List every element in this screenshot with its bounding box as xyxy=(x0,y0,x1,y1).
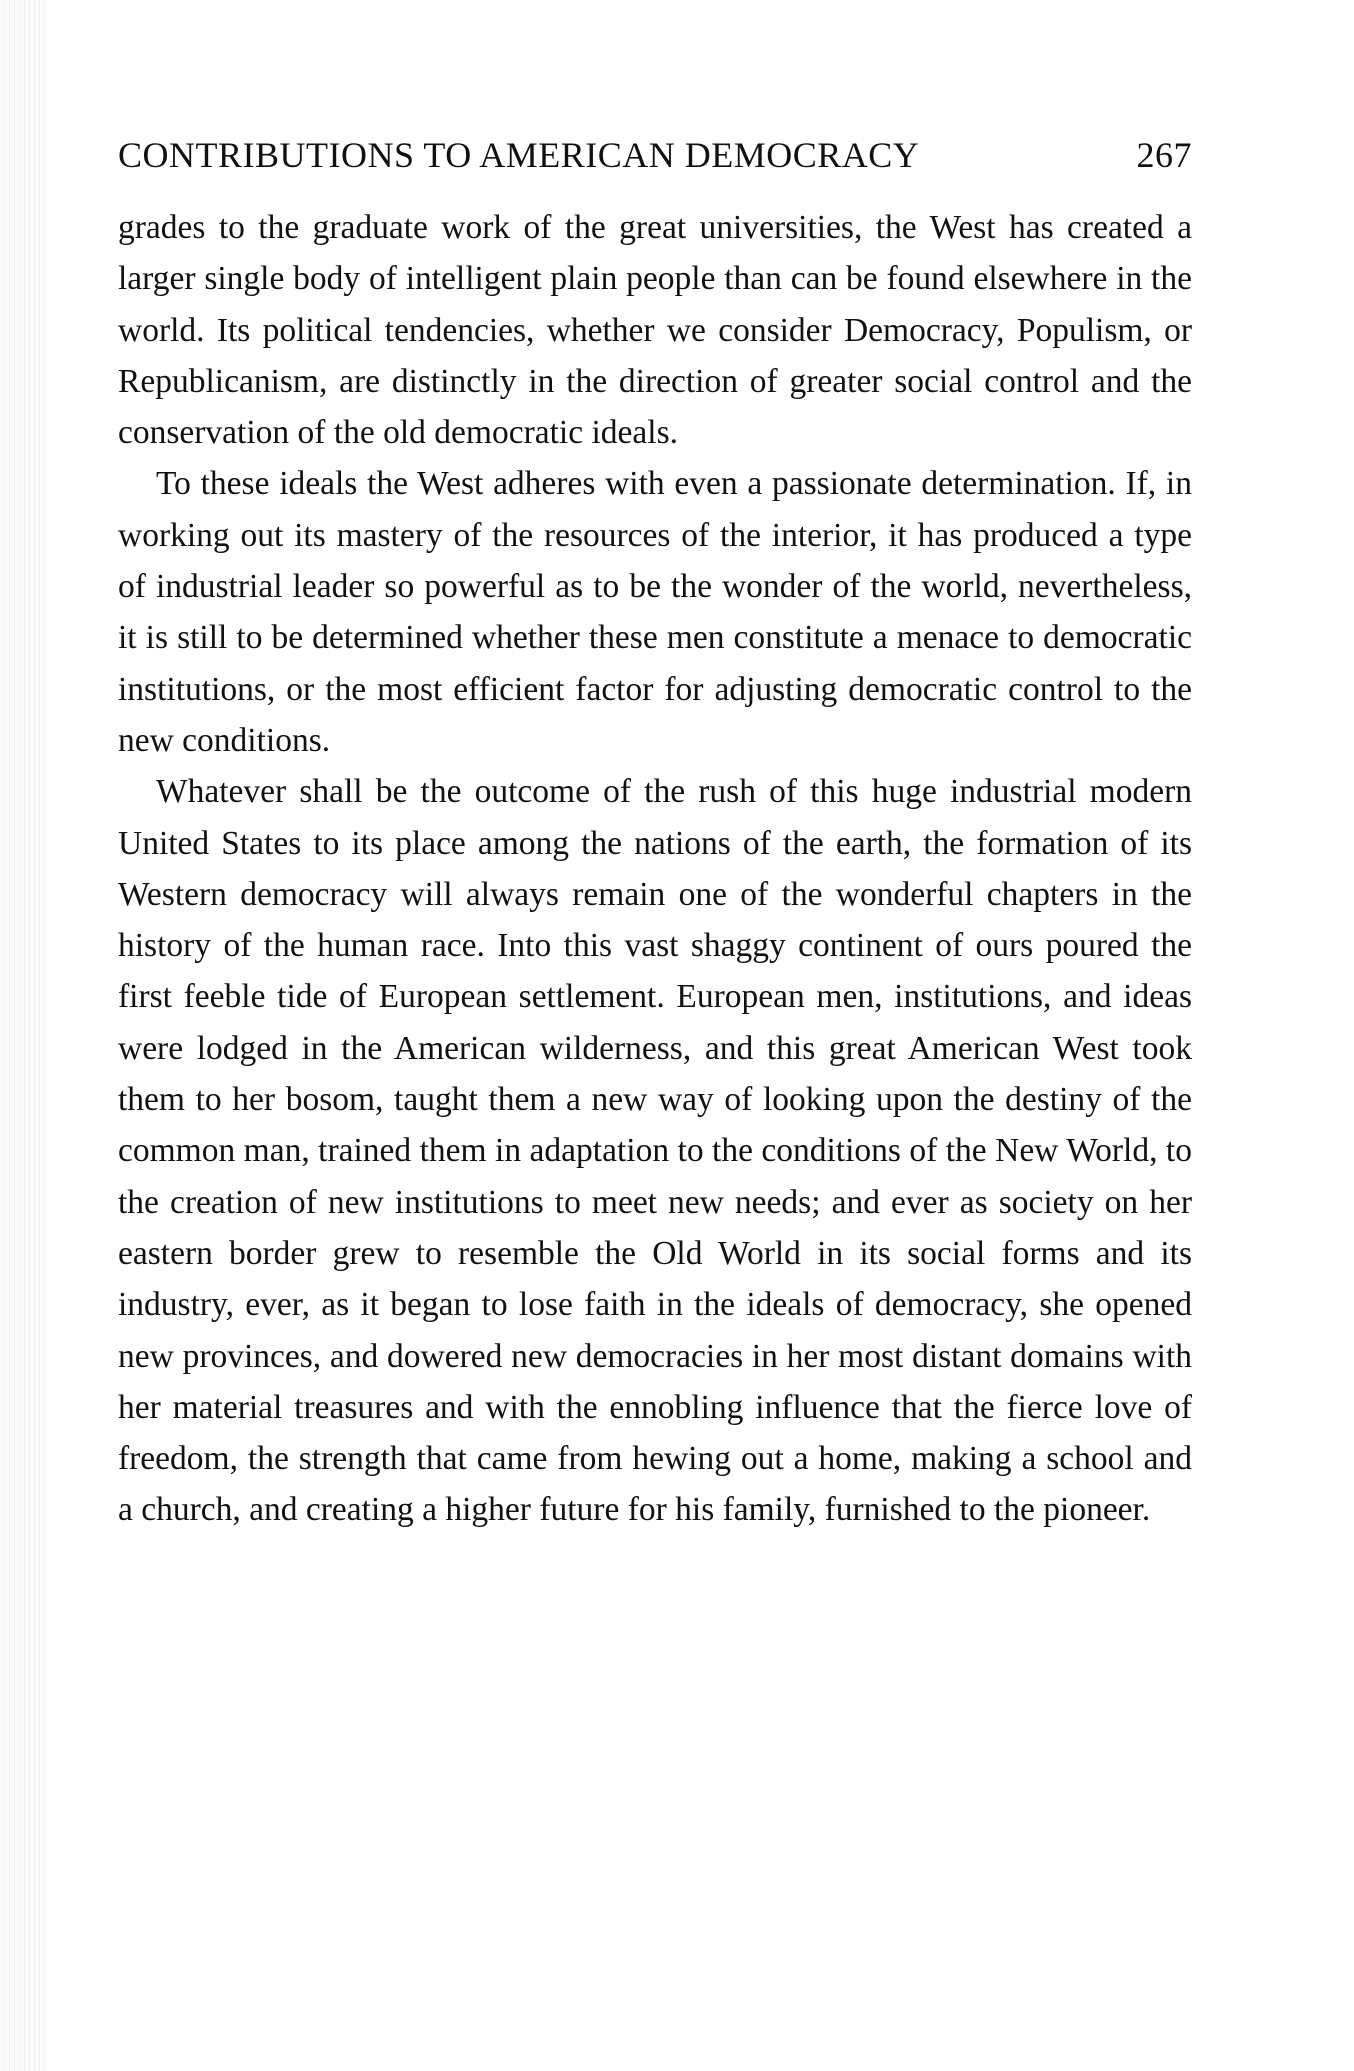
paragraph-continuation: grades to the graduate work of the great universities, the West has created a larger single body of intelligent plain people than can be found elsewhere in the world. Its political tendencies, whether we consider Democracy, Populism, or Republicanism, are distinctly in the direction of greater social control and the conservation of the old democratic ideals. xyxy=(118,209,1192,452)
paragraph-ideals: To these ideals the West adheres with even a passionate determination. If, in working out its mastery of the resources of the interior, it has produced a type of industrial leader so powerful as to be the wonder of the world, nevertheless, it is still to be determined whether these men constitute a menace to democratic institutions, or the most efficient factor for adjusting democratic control to the new conditions. xyxy=(118,465,1192,759)
running-head xyxy=(118,134,1192,176)
running-title: CONTRIBUTIONS TO AMERICAN DEMOCRACY xyxy=(118,135,920,175)
book-page xyxy=(118,134,1192,1536)
paragraph-western-democracy: Whatever shall be the outcome of the rush of this huge industrial modern United States to its place among the nations of the earth, the formation of its Western democracy will always remain one of the wonderful chapters in the history of the human race. Into this vast shaggy continent of ours poured the first feeble tide of European settlement. European men, institutions, and ideas were lodged in the American wilderness, and this great American West took them to her bosom, taught them a new way of looking upon the destiny of the common man, trained them in adaptation to the conditions of the New World, to the creation of new institutions to meet new needs; and ever as society on her eastern border grew to resemble the Old World in its social forms and its industry, ever, as it began to lose faith in the ideals of democracy, she opened new provinces, and dowered new democracies in her most distant domains with her material treasures and with the ennobling influence that the fierce love of freedom, the strength that came from hewing out a home, making a school and a church, and creating a higher future for his family, furnished to the pioneer. xyxy=(118,773,1192,1529)
scan-edge xyxy=(0,0,46,2071)
page-number: 267 xyxy=(1136,135,1192,175)
body-text xyxy=(118,202,1192,1536)
